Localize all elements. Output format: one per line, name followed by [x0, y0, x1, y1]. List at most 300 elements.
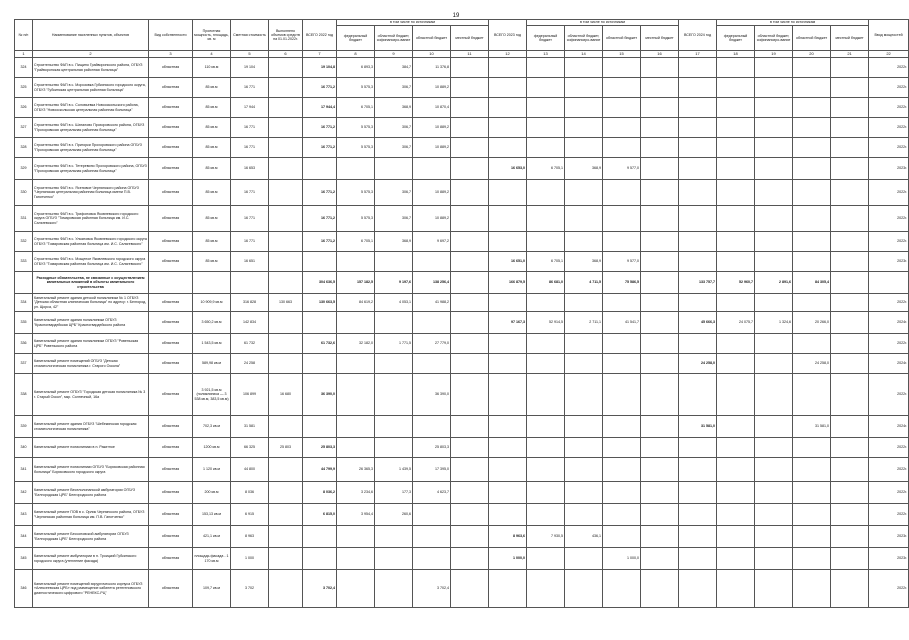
- federal-2022: [337, 374, 375, 416]
- done-amount: [269, 98, 303, 118]
- total-2023: [489, 98, 527, 118]
- total-2022: 16 771,2: [303, 118, 337, 138]
- regional-cofin-2023: [565, 118, 603, 138]
- estimated-cost: 19 104: [231, 58, 269, 78]
- ownership: областная: [149, 482, 193, 504]
- row-number: 326: [15, 98, 33, 118]
- header-total-2023: ВСЕГО 2023 год: [489, 20, 527, 51]
- local-2022: [451, 312, 489, 334]
- header-federal-2023: федеральный бюджет: [527, 26, 565, 51]
- row-number: [15, 272, 33, 294]
- regional-cofin-2022: 4 053,1: [375, 294, 413, 312]
- ownership: областная: [149, 312, 193, 334]
- regional-cofin-2024: [755, 138, 793, 158]
- commission-year: 2023г.: [869, 526, 909, 548]
- total-2023: 16 651,0: [489, 252, 527, 272]
- total-2023: [489, 334, 527, 354]
- total-2023: [489, 438, 527, 458]
- object-name: Капитальный ремонт ПОВ в с. Орлик Чернянского района, ОГБУЗ "Чернянская районная больница им. П.В. Гапотченко": [33, 504, 149, 526]
- local-2023: [641, 118, 679, 138]
- object-name: Строительство ФАП в с. Тетеревино Прохоровского района, ОГБУЗ "Прохоровская центральная районная больница": [33, 158, 149, 180]
- regional-2024: [793, 138, 831, 158]
- done-amount: [269, 232, 303, 252]
- capacity: 3 921,5 кв.м (поликлиника — 3 538 кв.м, 383,5 кв.м): [193, 374, 231, 416]
- capacity: 85 кв.м: [193, 158, 231, 180]
- estimated-cost: 16 771: [231, 138, 269, 158]
- local-2022: [451, 294, 489, 312]
- regional-2023: [603, 334, 641, 354]
- federal-2024: [717, 526, 755, 548]
- total-2024: [679, 180, 717, 206]
- local-2024: [831, 458, 869, 482]
- regional-2023: [603, 294, 641, 312]
- header-local-2023: местный бюджет: [641, 26, 679, 51]
- local-2024: [831, 118, 869, 138]
- federal-2024: [717, 138, 755, 158]
- column-number: 8: [337, 51, 375, 58]
- capacity: 110 кв.м: [193, 58, 231, 78]
- header-regional-2023: областной бюджет: [603, 26, 641, 51]
- total-2022: [303, 158, 337, 180]
- done-amount: [269, 526, 303, 548]
- capacity: 85 кв.м: [193, 180, 231, 206]
- regional-cofin-2023: [565, 374, 603, 416]
- federal-2024: [717, 158, 755, 180]
- commission-year: 2022г.: [869, 570, 909, 608]
- estimated-cost: 44 800: [231, 458, 269, 482]
- regional-cofin-2024: [755, 354, 793, 374]
- regional-cofin-2023: [565, 294, 603, 312]
- local-2024: [831, 548, 869, 570]
- federal-2022: 157 182,5: [337, 272, 375, 294]
- local-2024: [831, 138, 869, 158]
- local-2023: [641, 232, 679, 252]
- ownership: областная: [149, 374, 193, 416]
- estimated-cost: 61 732: [231, 334, 269, 354]
- federal-2024: [717, 416, 755, 438]
- total-2022: [303, 526, 337, 548]
- regional-2024: [793, 526, 831, 548]
- total-2024: [679, 98, 717, 118]
- estimated-cost: 66 325: [231, 438, 269, 458]
- federal-2024: 52 960,7: [717, 272, 755, 294]
- table-row: [15, 206, 909, 232]
- regional-cofin-2024: [755, 334, 793, 354]
- estimated-cost: 1 000: [231, 548, 269, 570]
- column-number: 21: [831, 51, 869, 58]
- regional-cofin-2024: [755, 526, 793, 548]
- object-name: Капитальный ремонт амбулатории в п. Троицкий Губкинского городского округа (утепление фасада): [33, 548, 149, 570]
- regional-2022: 3 702,4: [413, 570, 451, 608]
- local-2023: [641, 416, 679, 438]
- federal-2022: [337, 312, 375, 334]
- local-2022: [451, 180, 489, 206]
- local-2024: [831, 206, 869, 232]
- total-2022: 17 944,4: [303, 98, 337, 118]
- regional-2022: 17 395,0: [413, 458, 451, 482]
- regional-2024: [793, 548, 831, 570]
- federal-2024: [717, 294, 755, 312]
- column-number: 1: [15, 51, 33, 58]
- estimated-cost: 316 828: [231, 294, 269, 312]
- regional-2023: [603, 570, 641, 608]
- capacity: 421,1 кв.м: [193, 526, 231, 548]
- commission-year: 2022г.: [869, 58, 909, 78]
- column-number-row: [15, 51, 909, 58]
- regional-cofin-2022: 306,7: [375, 118, 413, 138]
- regional-cofin-2024: 1 324,6: [755, 312, 793, 334]
- total-2022: 25 803,3: [303, 438, 337, 458]
- object-name: Строительство ФАП в с. Трифоновка Яковлевского городского округа ОГБУЗ "Томаровская районная больница им. И.С. Сальтевского": [33, 206, 149, 232]
- regional-cofin-2023: [565, 232, 603, 252]
- header-total-2024: ВСЕГО 2024 год: [679, 20, 717, 51]
- total-2022: 16 771,2: [303, 206, 337, 232]
- header-ownership: Вид собственности: [149, 20, 193, 51]
- federal-2024: [717, 504, 755, 526]
- table-header: [15, 20, 909, 58]
- column-number: 11: [451, 51, 489, 58]
- total-2024: [679, 548, 717, 570]
- header-name: Наименование населенных пунктов, объектов: [33, 20, 149, 51]
- table-row: [15, 482, 909, 504]
- total-2024: [679, 526, 717, 548]
- federal-2024: [717, 334, 755, 354]
- regional-cofin-2022: 306,7: [375, 138, 413, 158]
- regional-2023: 1 000,0: [603, 548, 641, 570]
- regional-cofin-2023: [565, 138, 603, 158]
- header-estimated-cost: Сметная стоимость: [231, 20, 269, 51]
- regional-2023: [603, 58, 641, 78]
- regional-2024: 31 581,0: [793, 416, 831, 438]
- regional-2023: [603, 354, 641, 374]
- regional-cofin-2022: 177,3: [375, 482, 413, 504]
- total-2022: [303, 548, 337, 570]
- regional-cofin-2022: 260,6: [375, 504, 413, 526]
- regional-2024: [793, 374, 831, 416]
- regional-2023: [603, 118, 641, 138]
- done-amount: [269, 58, 303, 78]
- row-number: 341: [15, 458, 33, 482]
- regional-2023: [603, 98, 641, 118]
- federal-2024: [717, 58, 755, 78]
- object-name: Строительство ФАП в с. Ульяновка Яковлевского городского округа ОГБУЗ "Томаровская районная больница им. И.С. Сальтевского": [33, 232, 149, 252]
- local-2022: [451, 252, 489, 272]
- regional-cofin-2023: [565, 438, 603, 458]
- table-row: [15, 118, 909, 138]
- commission-year: 2023г.: [869, 158, 909, 180]
- regional-cofin-2024: [755, 294, 793, 312]
- row-number: 339: [15, 416, 33, 438]
- commission-year: 2022г.: [869, 504, 909, 526]
- local-2023: [641, 334, 679, 354]
- local-2023: [641, 312, 679, 334]
- local-2023: [641, 374, 679, 416]
- total-2022: 44 799,9: [303, 458, 337, 482]
- estimated-cost: 31 581: [231, 416, 269, 438]
- object-name: Капитальный ремонт ОГБУЗ "Городская детская поликлиника № 3 г. Старый Оскол", мкр. Солнечный, 16а: [33, 374, 149, 416]
- table-row: [15, 438, 909, 458]
- estimated-cost: 17 944: [231, 98, 269, 118]
- commission-year: 2022г.: [869, 78, 909, 98]
- row-number: 332: [15, 232, 33, 252]
- column-number: 20: [793, 51, 831, 58]
- row-number: 345: [15, 548, 33, 570]
- local-2023: [641, 354, 679, 374]
- column-number: 17: [679, 51, 717, 58]
- commission-year: 2022г.: [869, 294, 909, 312]
- total-2024: [679, 138, 717, 158]
- object-name: Капитальный ремонт Бессоновской амбулатории ОГБУЗ "Белгородская ЦРБ" Белгородского района: [33, 526, 149, 548]
- commission-year: 2024г.: [869, 416, 909, 438]
- regional-cofin-2023: [565, 458, 603, 482]
- ownership: областная: [149, 252, 193, 272]
- column-number: 9: [375, 51, 413, 58]
- federal-2023: [527, 416, 565, 438]
- regional-cofin-2022: 9 197,6: [375, 272, 413, 294]
- capacity: 3 650,2 кв.м: [193, 312, 231, 334]
- header-sources-2023: в том числе по источникам: [527, 20, 679, 26]
- regional-2023: [603, 416, 641, 438]
- federal-2022: 26 365,3: [337, 458, 375, 482]
- done-amount: [269, 312, 303, 334]
- regional-2024: [793, 58, 831, 78]
- header-num: № п/п: [15, 20, 33, 51]
- row-number: 342: [15, 482, 33, 504]
- local-2023: [641, 482, 679, 504]
- object-name: Строительство ФАП в с. Ясеновое Чернянского района ОГБУЗ "Чернянская центральная районная больница имени П.В. Гапотченко": [33, 180, 149, 206]
- column-number: 18: [717, 51, 755, 58]
- table-row: [15, 526, 909, 548]
- total-2024: [679, 158, 717, 180]
- regional-2023: 9 577,0: [603, 252, 641, 272]
- header-regional-cofin-2023: областной бюджет, софинансиро-вание: [565, 26, 603, 51]
- commission-year: 2022г.: [869, 438, 909, 458]
- table-row: [15, 548, 909, 570]
- regional-2022: [413, 526, 451, 548]
- page-number: 19: [452, 13, 460, 19]
- ownership: областная: [149, 78, 193, 98]
- local-2022: [451, 482, 489, 504]
- federal-2022: [337, 252, 375, 272]
- regional-cofin-2023: [565, 548, 603, 570]
- column-number: 22: [869, 51, 909, 58]
- object-name: Капитальный ремонт здания ОГБУЗ "Шебекинская городская стоматологическая поликлиника": [33, 416, 149, 438]
- table-row: [15, 158, 909, 180]
- regional-cofin-2022: [375, 526, 413, 548]
- estimated-cost: 24 258: [231, 354, 269, 374]
- done-amount: [269, 416, 303, 438]
- regional-2023: [603, 482, 641, 504]
- local-2022: [451, 504, 489, 526]
- column-number: 10: [413, 51, 451, 58]
- total-2022: 3 702,4: [303, 570, 337, 608]
- federal-2022: [337, 526, 375, 548]
- regional-2022: 9 697,2: [413, 232, 451, 252]
- regional-2023: [603, 138, 641, 158]
- local-2024: [831, 252, 869, 272]
- regional-cofin-2022: [375, 548, 413, 570]
- local-2023: [641, 180, 679, 206]
- local-2024: [831, 504, 869, 526]
- total-2023: [489, 482, 527, 504]
- regional-2024: [793, 78, 831, 98]
- ownership: областная: [149, 180, 193, 206]
- object-name: Строительство ФАП в с. Соловьевка Новооскольского района, ОГБУЗ "Новооскольская центральная районная больница": [33, 98, 149, 118]
- row-number: 337: [15, 354, 33, 374]
- estimated-cost: 16 651: [231, 252, 269, 272]
- object-name: Строительство ФАП в х. Пригорки Прохоровского района ОГБУЗ "Прохоровская центральная районная больница": [33, 138, 149, 158]
- regional-2022: 10 889,2: [413, 180, 451, 206]
- ownership: областная: [149, 118, 193, 138]
- header-local-2024: местный бюджет: [831, 26, 869, 51]
- capacity: 85 кв.м: [193, 138, 231, 158]
- total-2023: [489, 180, 527, 206]
- capacity: 85 кв.м: [193, 118, 231, 138]
- regional-2023: 9 577,0: [603, 158, 641, 180]
- table-row: [15, 180, 909, 206]
- federal-2023: [527, 206, 565, 232]
- local-2024: [831, 334, 869, 354]
- regional-2024: [793, 334, 831, 354]
- object-name: Строительство ФАП в с. Шаталово Прохоровского района, ОГБУЗ "Прохоровская центральная районная больница": [33, 118, 149, 138]
- header-total-2022: ВСЕГО 2022 год: [303, 20, 337, 51]
- regional-cofin-2023: [565, 570, 603, 608]
- regional-cofin-2024: [755, 482, 793, 504]
- local-2023: [641, 438, 679, 458]
- local-2022: [451, 206, 489, 232]
- capacity: 1 120 кв.м: [193, 458, 231, 482]
- total-2023: 97 167,3: [489, 312, 527, 334]
- total-2022: 61 732,6: [303, 334, 337, 354]
- regional-2023: [603, 232, 641, 252]
- regional-cofin-2023: [565, 206, 603, 232]
- regional-cofin-2024: [755, 98, 793, 118]
- ownership: областная: [149, 416, 193, 438]
- capacity: 702,3 кв.м: [193, 416, 231, 438]
- row-number: 343: [15, 504, 33, 526]
- capacity: 85 кв.м: [193, 232, 231, 252]
- local-2023: [641, 548, 679, 570]
- row-number: 336: [15, 334, 33, 354]
- object-name: Капитальный ремонт поликлиники в п. Ракитное: [33, 438, 149, 458]
- federal-2022: 6 705,1: [337, 98, 375, 118]
- column-number: 14: [565, 51, 603, 58]
- ownership: областная: [149, 232, 193, 252]
- regional-2023: [603, 78, 641, 98]
- local-2022: [451, 158, 489, 180]
- header-sources-2024: в том числе по источникам: [717, 20, 869, 26]
- regional-cofin-2022: [375, 438, 413, 458]
- regional-2022: 25 803,3: [413, 438, 451, 458]
- section-row: [15, 272, 909, 294]
- regional-2022: [413, 548, 451, 570]
- table-body: [15, 58, 909, 608]
- object-name: Капитальный ремонт здания детской поликлиники № 1 ОГБУЗ "Детская областная клиническая больница" по адресу: г. Белгород, ул. Щорса, 42": [33, 294, 149, 312]
- estimated-cost: 16 771: [231, 118, 269, 138]
- capacity: 153,13 кв.м: [193, 504, 231, 526]
- regional-2023: [603, 526, 641, 548]
- regional-cofin-2024: [755, 374, 793, 416]
- regional-cofin-2022: 1 771,5: [375, 334, 413, 354]
- row-number: 333: [15, 252, 33, 272]
- regional-2024: 84 305,4: [793, 272, 831, 294]
- total-2024: [679, 118, 717, 138]
- total-2024: [679, 58, 717, 78]
- total-2024: [679, 294, 717, 312]
- regional-cofin-2024: [755, 416, 793, 438]
- total-2022: 19 104,8: [303, 58, 337, 78]
- table-row: [15, 504, 909, 526]
- done-amount: [269, 570, 303, 608]
- local-2024: [831, 58, 869, 78]
- regional-2022: [413, 504, 451, 526]
- done-amount: [269, 252, 303, 272]
- table-row: [15, 374, 909, 416]
- federal-2023: [527, 482, 565, 504]
- regional-cofin-2023: [565, 78, 603, 98]
- estimated-cost: 16 653: [231, 158, 269, 180]
- local-2023: [641, 158, 679, 180]
- local-2024: [831, 526, 869, 548]
- total-2024: 133 757,7: [679, 272, 717, 294]
- total-2023: [489, 416, 527, 438]
- total-2023: 8 963,6: [489, 526, 527, 548]
- object-name: Капитальный ремонт поликлиники ОГБУЗ "Борисовская районная больница" Борисовского городского округа: [33, 458, 149, 482]
- federal-2022: 3 234,6: [337, 482, 375, 504]
- federal-2022: [337, 438, 375, 458]
- local-2022: [451, 438, 489, 458]
- header-federal-2024: федеральный бюджет: [717, 26, 755, 51]
- regional-cofin-2023: [565, 504, 603, 526]
- regional-2024: [793, 252, 831, 272]
- local-2023: [641, 252, 679, 272]
- federal-2023: [527, 78, 565, 98]
- column-number: 5: [231, 51, 269, 58]
- commission-year: 2022г.: [869, 374, 909, 416]
- regional-2022: 41 988,2: [413, 294, 451, 312]
- total-2022: [303, 416, 337, 438]
- table-row: [15, 98, 909, 118]
- local-2023: [641, 458, 679, 482]
- done-amount: [269, 482, 303, 504]
- column-number: 7: [303, 51, 337, 58]
- header-done: Выполнено объемов средств на 01.01.2022г.: [269, 20, 303, 51]
- regional-cofin-2024: [755, 180, 793, 206]
- regional-2022: 10 889,2: [413, 206, 451, 232]
- regional-cofin-2022: 1 439,5: [375, 458, 413, 482]
- local-2022: [451, 526, 489, 548]
- regional-cofin-2024: [755, 232, 793, 252]
- federal-2022: [337, 548, 375, 570]
- commission-year: 2024г.: [869, 354, 909, 374]
- regional-cofin-2022: [375, 312, 413, 334]
- total-2022: 36 390,0: [303, 374, 337, 416]
- commission-year: 2022г.: [869, 118, 909, 138]
- federal-2022: 3 954,4: [337, 504, 375, 526]
- regional-cofin-2023: 368,9: [565, 158, 603, 180]
- total-2023: [489, 78, 527, 98]
- total-2022: 6 815,0: [303, 504, 337, 526]
- ownership: областная: [149, 58, 193, 78]
- estimated-cost: 142 834: [231, 312, 269, 334]
- federal-2023: [527, 354, 565, 374]
- ownership: областная: [149, 354, 193, 374]
- federal-2024: [717, 78, 755, 98]
- capacity: 1 543,5 кв.м: [193, 334, 231, 354]
- regional-2022: [413, 354, 451, 374]
- regional-cofin-2022: 384,7: [375, 58, 413, 78]
- total-2022: [303, 252, 337, 272]
